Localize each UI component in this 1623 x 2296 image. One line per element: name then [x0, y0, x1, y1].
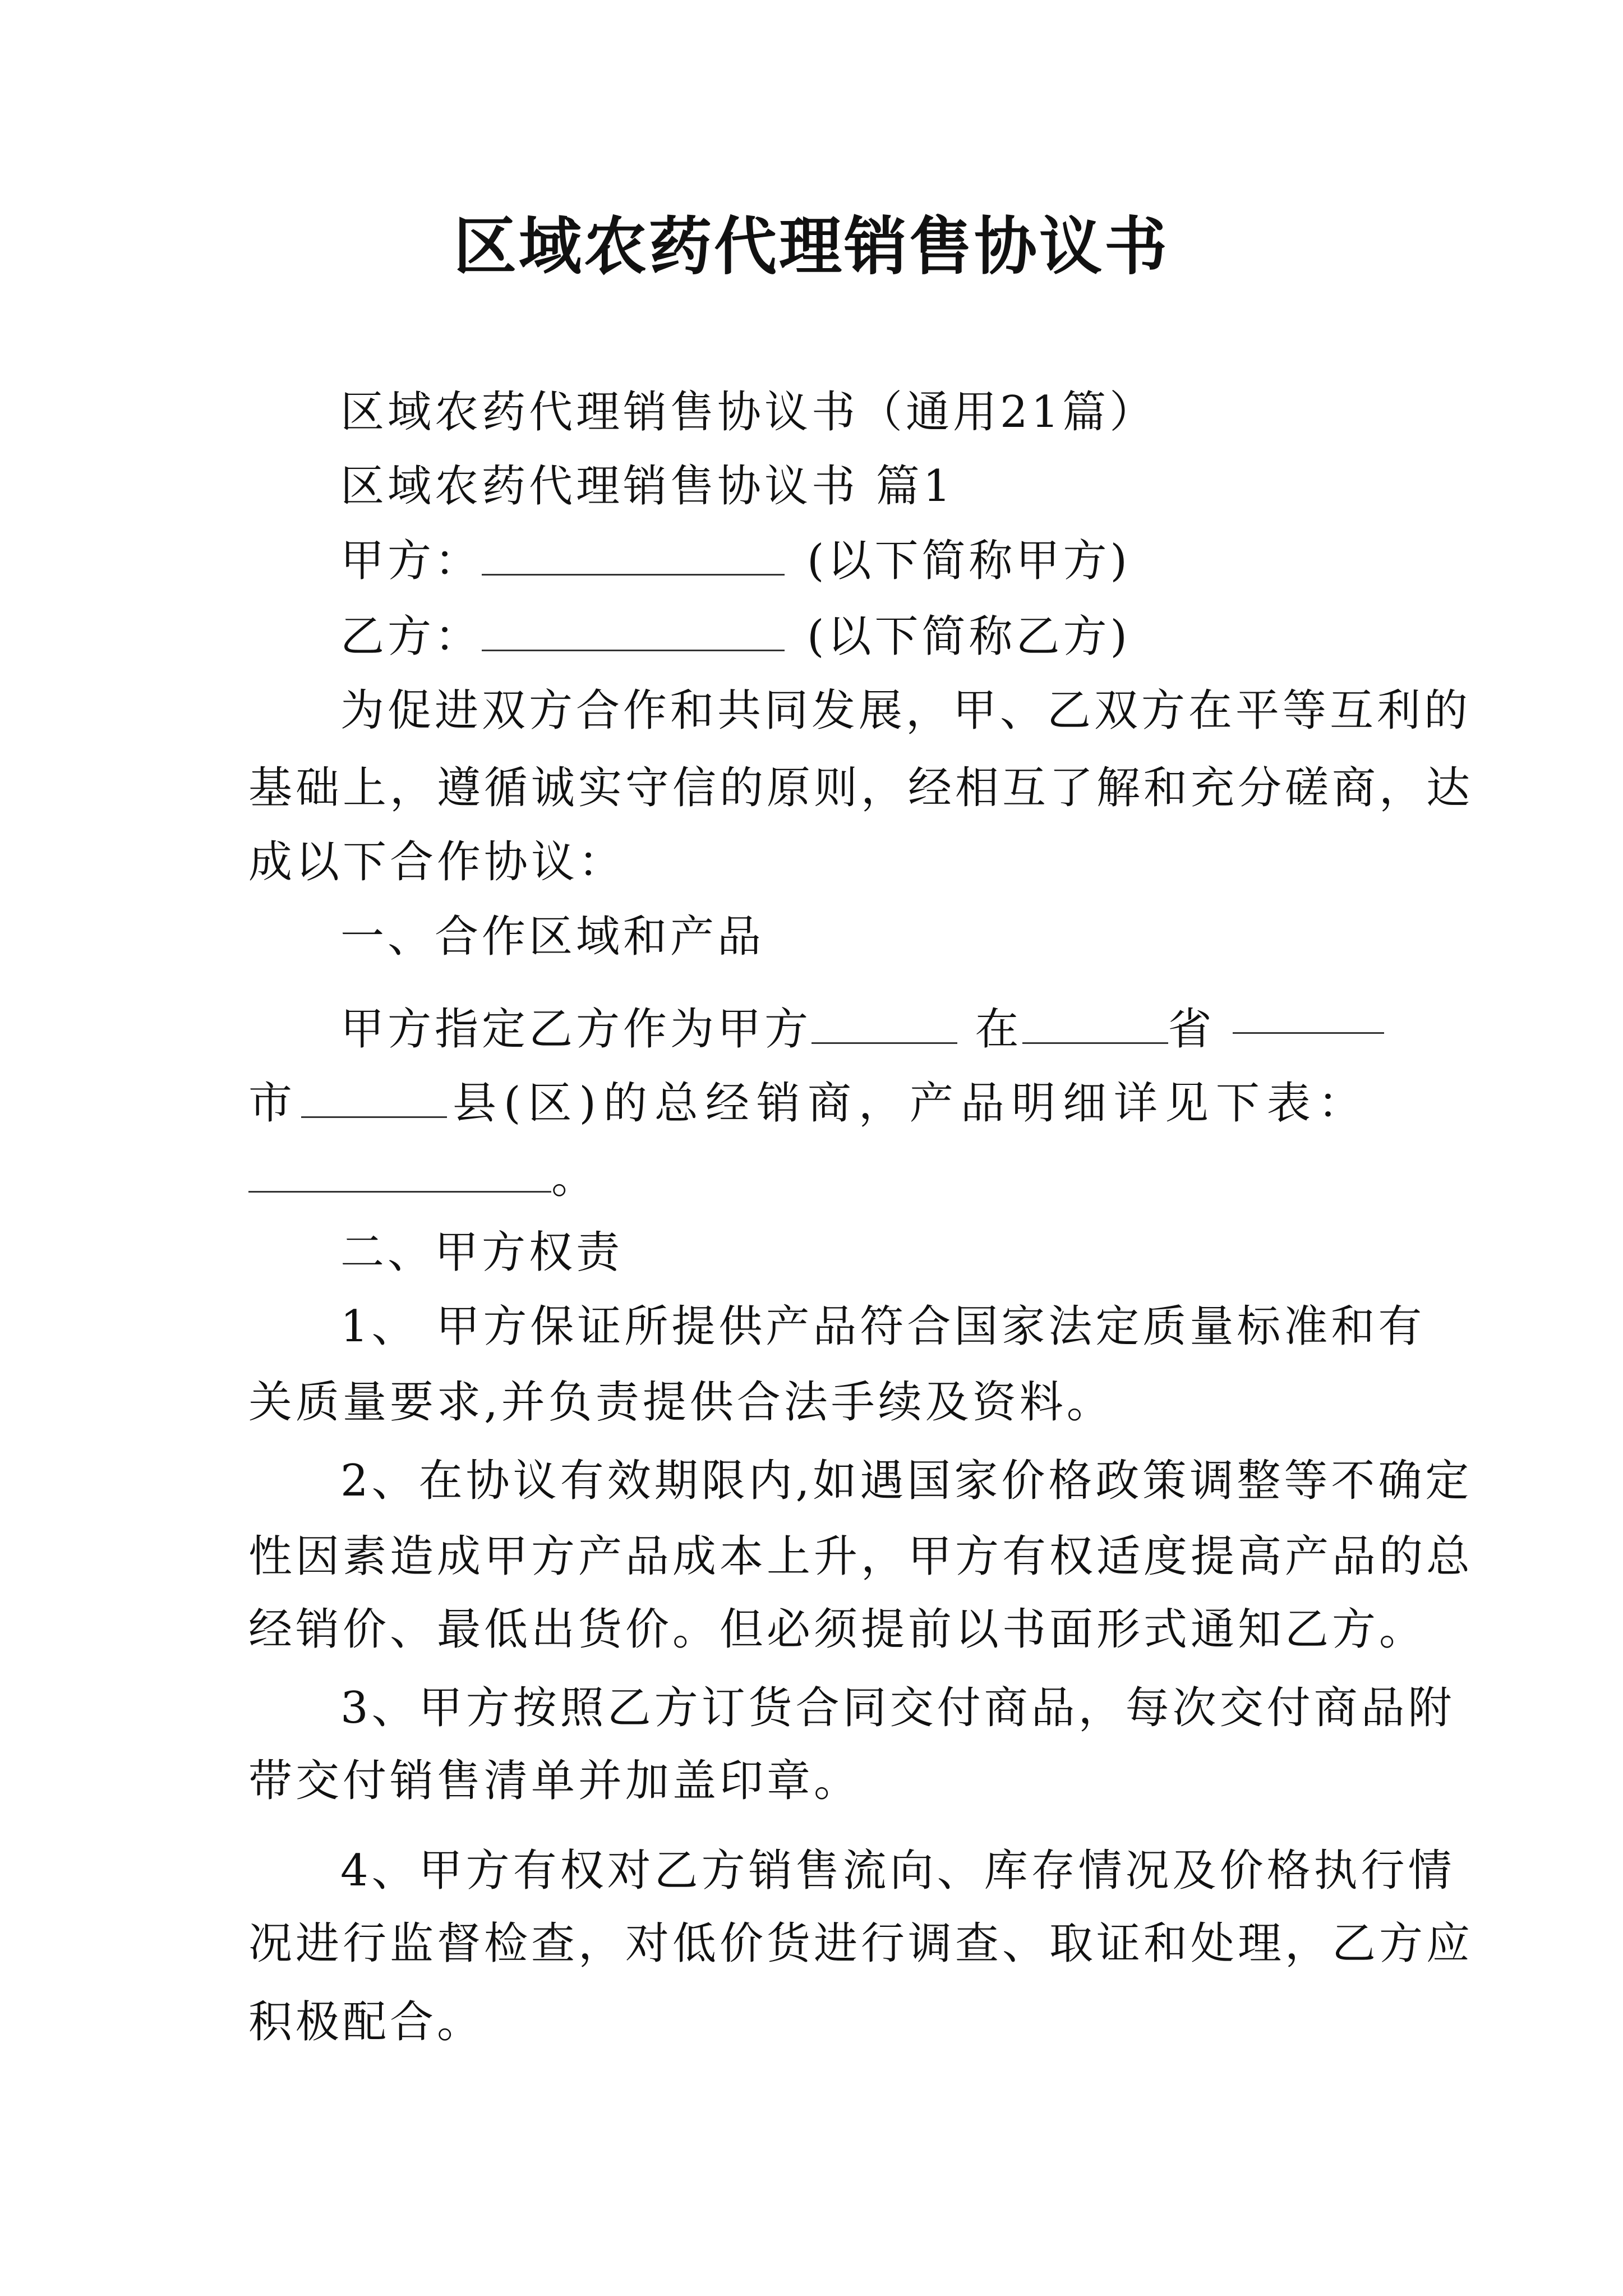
item-3-line-1: 3、甲方按照乙方订货合同交付商品，每次交付商品附 [340, 1683, 1455, 1733]
party-a-suffix: (以下简称甲方) [807, 536, 1131, 586]
party-b-label: 乙方： [340, 611, 482, 662]
item-1-line-2: 关质量要求,并负责提供合法手续及资料。 [248, 1377, 1114, 1428]
chapter-heading: 区域农药代理销售协议书 篇1 [340, 461, 955, 512]
province-blank [1022, 1009, 1168, 1044]
s1-county-text: 县(区)的总经销商，产品明细详见下表： [453, 1078, 1369, 1129]
item-2-line-1: 2、在协议有效期限内,如遇国家价格政策调整等不确定 [340, 1456, 1473, 1506]
item-4-line-1: 4、甲方有权对乙方销售流向、库存情况及价格执行情 [340, 1846, 1455, 1896]
product-list-blank [248, 1157, 551, 1193]
s1-text-a: 甲方指定乙方作为甲方 [340, 999, 957, 1060]
item-4-line-3: 积极配合。 [248, 1997, 485, 2047]
party-a-blank [482, 540, 785, 576]
party-b-line [340, 606, 1131, 668]
section-1-heading: 一、合作区域和产品 [340, 912, 765, 962]
city-blank [1233, 999, 1384, 1034]
county-blank [301, 1083, 447, 1118]
s1-text-b: 在 省 [975, 1004, 1215, 1055]
section-2-heading: 二、甲方权责 [340, 1227, 624, 1278]
item-1-line-1: 1、 甲方保证所提供产品符合国家法定质量标准和有 [340, 1301, 1426, 1352]
intro-line-1: 为促进双方合作和共同发展，甲、乙双方在平等互利的 [340, 685, 1472, 736]
product-blank [811, 1009, 957, 1044]
item-3-line-2: 带交付销售清单并加盖印章。 [248, 1756, 861, 1806]
item-2-line-3: 经销价、最低出货价。但必须提前以书面形式通知乙方。 [248, 1604, 1427, 1655]
item-4-line-2: 况进行监督检查，对低价货进行调查、取证和处理，乙方应 [248, 1918, 1474, 1969]
item-2-line-2: 性因素造成甲方产品成本上升，甲方有权适度提高产品的总 [248, 1531, 1474, 1582]
subtitle-line: 区域农药代理销售协议书（通用21篇） [340, 387, 1157, 438]
s1-period: 。 [551, 1153, 599, 1203]
section-1-line-1 [340, 999, 1384, 1060]
party-b-blank [482, 616, 785, 651]
intro-line-2: 基础上，遵循诚实守信的原则，经相互了解和充分磋商，达 [248, 763, 1474, 813]
document-title: 区域农药代理销售协议书 [454, 210, 1169, 283]
party-a-line [340, 530, 1131, 592]
party-b-suffix: (以下简称乙方) [807, 611, 1131, 662]
party-a-label: 甲方： [340, 536, 482, 586]
s1-city-label: 市 [248, 1078, 296, 1129]
section-1-line-3 [248, 1147, 598, 1209]
section-1-line-2 [248, 1073, 1369, 1134]
intro-line-3: 成以下合作协议： [248, 837, 626, 887]
